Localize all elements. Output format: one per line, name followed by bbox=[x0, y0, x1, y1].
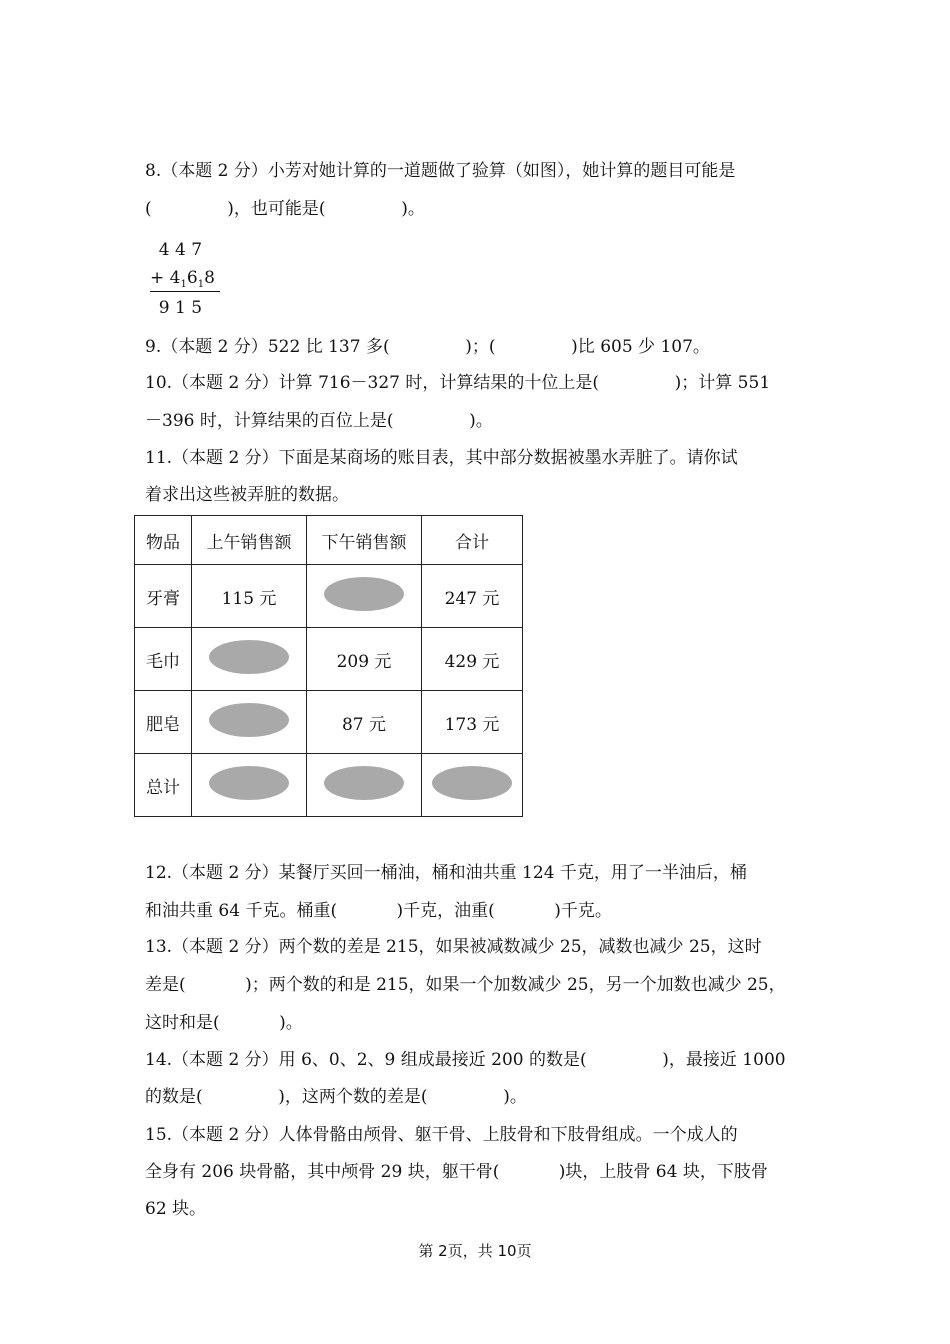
q10-line-1: 10.（本题 2 分）计算 716－327 时，计算结果的十位上是( )；计算 551 bbox=[145, 373, 771, 393]
q9-line-1: 9.（本题 2 分）522 比 137 多( )；( )比 605 少 107。 bbox=[145, 337, 710, 357]
q13-line-1: 13.（本题 2 分）两个数的差是 215，如果被减数减少 25，减数也减少 25，这时 bbox=[145, 937, 762, 957]
q12-line-2: 和油共重 64 千克。桶重( )千克，油重( )千克。 bbox=[145, 901, 612, 921]
table-header-row bbox=[135, 516, 523, 565]
calc-row-1: 4 4 7 bbox=[148, 240, 203, 260]
table-row bbox=[135, 691, 523, 754]
q13-line-2: 差是( )；两个数的和是 215，如果一个加数减少 25，另一个加数也减少 25， bbox=[145, 975, 786, 995]
q11-line-1: 11.（本题 2 分）下面是某商场的账目表，其中部分数据被墨水弄脏了。请你试 bbox=[145, 448, 738, 468]
q12-line-1: 12.（本题 2 分）某餐厅买回一桶油，桶和油共重 124 千克，用了一半油后，桶 bbox=[145, 863, 747, 883]
total-cell-smudged bbox=[422, 754, 523, 817]
pm-cell: 209 元 bbox=[307, 628, 422, 691]
q14-line-2: 的数是( )，这两个数的差是( )。 bbox=[145, 1087, 527, 1107]
sum-line bbox=[150, 291, 220, 292]
q13-line-3: 这时和是( )。 bbox=[145, 1013, 303, 1033]
calc-row-3: 9 1 5 bbox=[148, 298, 203, 318]
header-cell: 合计 bbox=[422, 516, 523, 565]
calc-row-2 bbox=[150, 268, 215, 288]
carry-mark: 1 bbox=[180, 279, 187, 290]
pm-cell: 87 元 bbox=[307, 691, 422, 754]
q8-line-1: 8.（本题 2 分）小芳对她计算的一道题做了验算（如图），她计算的题目可能是 bbox=[145, 161, 736, 181]
header-cell: 物品 bbox=[135, 516, 192, 565]
item-cell: 肥皂 bbox=[135, 691, 192, 754]
q10-line-2: －396 时，计算结果的百位上是( )。 bbox=[145, 411, 493, 431]
table-row bbox=[135, 565, 523, 628]
q15-line-2: 全身有 206 块骨骼，其中颅骨 29 块，躯干骨( )块，上肢骨 64 块，下肢骨 bbox=[145, 1162, 768, 1182]
q8-line-2: ( )，也可能是( )。 bbox=[145, 199, 425, 219]
header-cell: 上午销售额 bbox=[192, 516, 307, 565]
calc-digit: 4 bbox=[169, 268, 181, 288]
pm-cell-smudged bbox=[307, 754, 422, 817]
carry-mark: 1 bbox=[197, 279, 205, 290]
calc-digit: 6 bbox=[186, 268, 198, 288]
ink-blot bbox=[324, 577, 404, 611]
am-cell-smudged bbox=[192, 754, 307, 817]
total-cell: 247 元 bbox=[422, 565, 523, 628]
q15-line-3: 62 块。 bbox=[145, 1199, 207, 1219]
item-cell: 毛巾 bbox=[135, 628, 192, 691]
calc-digit: 8 bbox=[204, 268, 215, 288]
total-cell: 173 元 bbox=[422, 691, 523, 754]
ink-blot bbox=[209, 640, 289, 674]
q14-line-1: 14.（本题 2 分）用 6、0、2、9 组成最接近 200 的数是( )，最接近 1000 bbox=[145, 1050, 786, 1070]
page-footer: 第 2页，共 10页 bbox=[418, 1242, 532, 1260]
ink-blot bbox=[209, 703, 289, 737]
item-cell: 牙膏 bbox=[135, 565, 192, 628]
pm-cell-smudged bbox=[307, 565, 422, 628]
ink-blot bbox=[432, 766, 512, 800]
q11-line-2: 着求出这些被弄脏的数据。 bbox=[145, 485, 349, 505]
table-row bbox=[135, 628, 523, 691]
am-cell-smudged bbox=[192, 628, 307, 691]
am-cell-smudged bbox=[192, 691, 307, 754]
header-cell: 下午销售额 bbox=[307, 516, 422, 565]
am-cell: 115 元 bbox=[192, 565, 307, 628]
item-cell: 总计 bbox=[135, 754, 192, 817]
table-row bbox=[135, 754, 523, 817]
sales-ledger-table bbox=[134, 515, 523, 817]
vertical-addition bbox=[148, 238, 238, 324]
plus-sign: + bbox=[150, 268, 165, 288]
ink-blot bbox=[324, 766, 404, 800]
total-cell: 429 元 bbox=[422, 628, 523, 691]
q15-line-1: 15.（本题 2 分）人体骨骼由颅骨、躯干骨、上肢骨和下肢骨组成。一个成人的 bbox=[145, 1125, 738, 1145]
ink-blot bbox=[209, 766, 289, 800]
